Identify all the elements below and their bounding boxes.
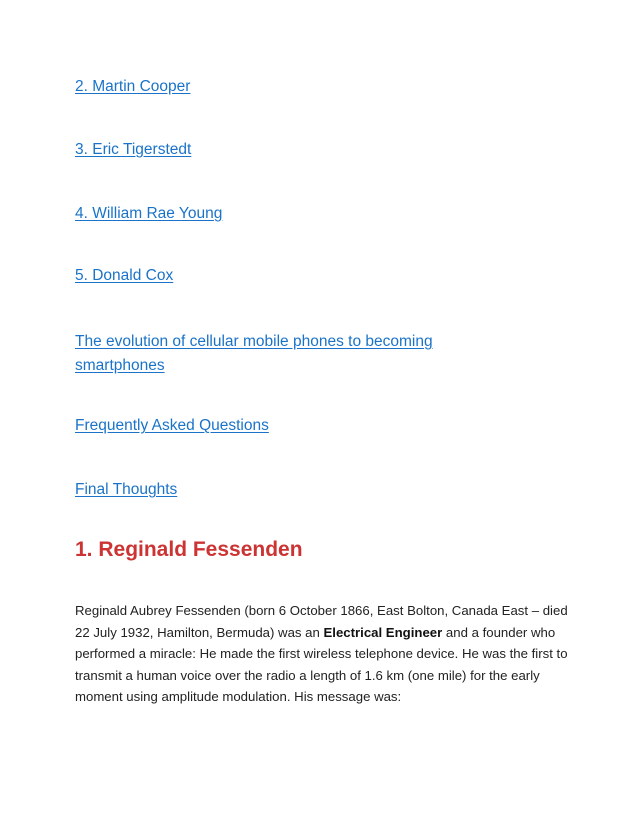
paragraph-text-end: and a founder who performed a miracle: He made the first wireless telephone device. He was the first to transmit a human voice over the radio a length of 1.6 km (one mile) for the early moment using amplitude modulation. His message was:	[75, 624, 568, 705]
section-paragraph	[75, 600, 575, 708]
toc-link-faq[interactable]: Frequently Asked Questions	[75, 417, 269, 434]
toc-link-martin-cooper[interactable]: 2. Martin Cooper	[75, 78, 191, 95]
toc-link-william-rae-young[interactable]: 4. William Rae Young	[75, 205, 223, 222]
toc-link-eric-tigerstedt[interactable]: 3. Eric Tigerstedt	[75, 141, 192, 158]
paragraph-text-start: Reginald Aubrey Fessenden (born 6 October 1866, East Bolton, Canada East – died 22 July 1932, Hamilton, Bermuda) was an	[75, 603, 568, 640]
section-heading: 1. Reginald Fessenden	[75, 538, 303, 561]
toc-link-donald-cox[interactable]: 5. Donald Cox	[75, 267, 174, 284]
paragraph-bold-term: Electrical Engineer	[323, 624, 443, 640]
toc-link-evolution-smartphones[interactable]: The evolution of cellular mobile phones to becoming smartphones	[75, 333, 433, 374]
toc-link-final-thoughts[interactable]: Final Thoughts	[75, 481, 178, 498]
